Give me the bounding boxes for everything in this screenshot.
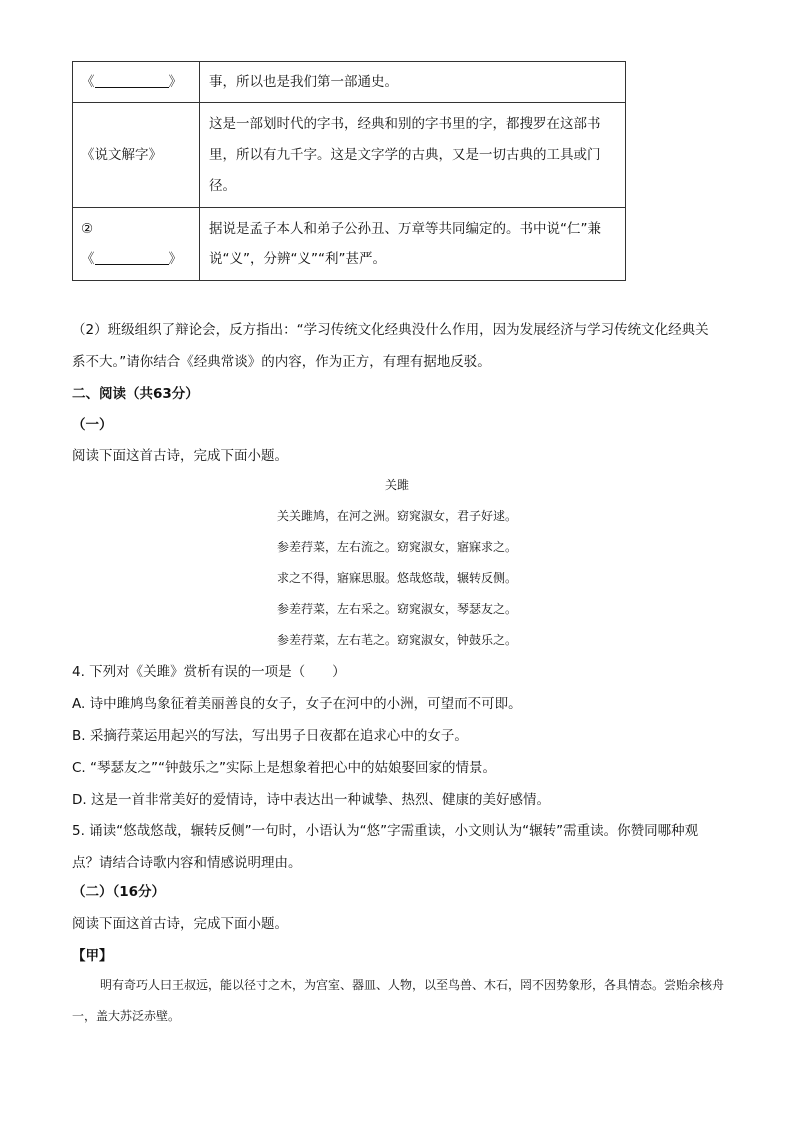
book-description-cell: 这是一部划时代的字书，经典和别的字书里的字，都搜罗在这部书里，所以有九千字。这是文字学的古典，又是一切古典的工具或门径。 <box>200 103 626 208</box>
answer-blank[interactable] <box>95 73 169 88</box>
section-2-title: 二、阅读（共63分） <box>72 386 199 402</box>
book-bracket-open: 《 <box>81 73 95 90</box>
poem-line: 参差荇菜，左右采之。窈窕淑女，琴瑟友之。 <box>276 602 517 616</box>
question-4-stem: 4. 下列对《关雎》赏析有误的一项是（ ） <box>72 664 346 680</box>
question-2: （2）班级组织了辩论会，反方指出：“学习传统文化经典没什么作用，因为发展经济与学习传统文化经典关系不大。”请你结合《经典常谈》的内容，作为正方，有理有据地反驳。 <box>72 322 709 370</box>
book-title-cell <box>73 62 200 103</box>
question-5: 5. 诵读“悠哉悠哉，辗转反侧”一句时，小语认为“悠”字需重读，小文则认为“辗转”需重读。你赞同哪种观点？请结合诗歌内容和情感说明理由。 <box>72 823 699 871</box>
book-description-cell: 事，所以也是我们第一部通史。 <box>200 62 626 103</box>
option-a[interactable]: A. 诗中雎鸠鸟象征着美丽善良的女子，女子在河中的小洲，可望而不可即。 <box>72 696 522 712</box>
book-title-cell <box>73 208 200 281</box>
answer-blank[interactable] <box>95 250 169 265</box>
book-title-cell: 《说文解字》 <box>73 103 200 208</box>
poem-line: 参差荇菜，左右芼之。窈窕淑女，钟鼓乐之。 <box>276 633 517 647</box>
poem-line: 关关雎鸠，在河之洲。窈窕淑女，君子好逑。 <box>276 509 517 523</box>
book-bracket-close: 》 <box>168 73 182 90</box>
option-c[interactable]: C. “琴瑟友之”“钟鼓乐之”实际上是想象着把心中的姑娘娶回家的情景。 <box>72 760 496 776</box>
poem-line: 求之不得，寤寐思服。悠哉悠哉，辗转反侧。 <box>276 571 517 585</box>
part-1-title: （一） <box>72 417 113 433</box>
classical-passage: 明有奇巧人曰王叔远，能以径寸之木，为宫室、器皿、人物，以至鸟兽、木石，罔不因势象形，各具情态。尝贻余核舟一，盖大苏泛赤壁。 <box>72 978 725 1023</box>
jia-label: 【甲】 <box>72 948 113 964</box>
reference-table <box>72 61 626 281</box>
table-row <box>73 208 626 281</box>
option-b[interactable]: B. 采摘荇菜运用起兴的写法，写出男子日夜都在追求心中的女子。 <box>72 728 468 744</box>
part-1-instruction: 阅读下面这首古诗，完成下面小题。 <box>72 448 288 464</box>
book-description-cell: 据说是孟子本人和弟子公孙丑、万章等共同编定的。书中说“仁”兼说“义”，分辨“义”“利”甚严。 <box>200 208 626 281</box>
part-2-instruction: 阅读下面这首古诗，完成下面小题。 <box>72 916 288 932</box>
option-d[interactable]: D. 这是一首非常美好的爱情诗，诗中表达出一种诚挚、热烈、健康的美好感情。 <box>72 792 550 808</box>
part-2-title: （二）（16分） <box>72 884 166 900</box>
book-bracket-close: 》 <box>168 251 182 267</box>
poem-line: 参差荇菜，左右流之。窈窕淑女，寤寐求之。 <box>276 540 517 554</box>
poem-title: 关雎 <box>384 478 409 492</box>
table-row <box>73 62 626 103</box>
item-number: ② <box>81 221 94 237</box>
table-row <box>73 103 626 208</box>
book-bracket-open: 《 <box>81 251 95 267</box>
